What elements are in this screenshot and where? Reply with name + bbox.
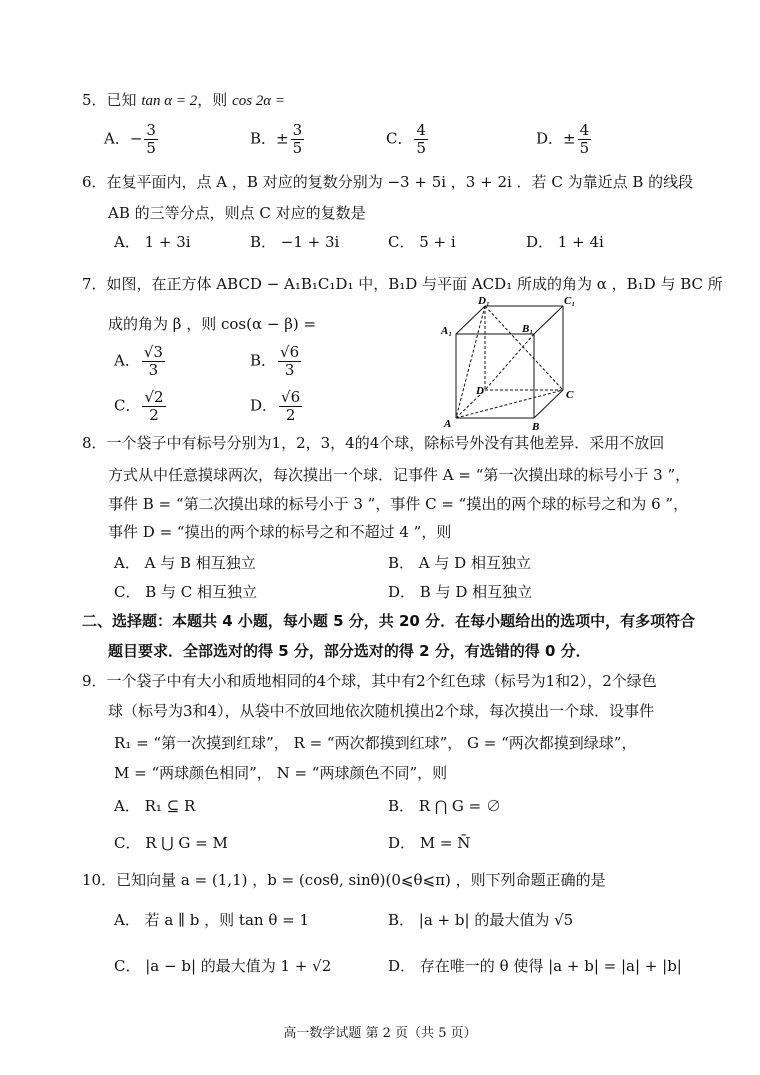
q7-option-d: D． $\frac{√6}{2}$ (250, 388, 301, 424)
q8-option-b: B． A 与 D 相互独立 (388, 554, 531, 572)
section2-heading-line2: 题目要求．全部选对的得 5 分，部分选对的得 2 分，有选错的得 0 分． (108, 642, 591, 660)
q7-option-a: A． $\frac{√3}{3}$ (114, 343, 163, 379)
q10-option-b: B． |a + b| 的最大值为 √5 (388, 911, 574, 929)
q6-option-d: D． 1 + 4i (526, 233, 604, 251)
q6-option-b: B． −1 + 3i (250, 233, 340, 251)
q5-stem: 5．已知 tan α = 2，则 cos 2α = (82, 91, 286, 109)
diag-b1d (485, 334, 534, 390)
q9-stem-line3: R₁ = “第一次摸到红球”， R = “两次都摸到红球”， G = “两次都摸到绿球”， (114, 734, 637, 752)
label-b1: B₁ (522, 323, 534, 335)
q9-option-b: B． R ⋂ G = ∅ (388, 797, 502, 815)
q8-stem-line3: 事件 B = “第二次摸出球的标号小于 3 ”，事件 C = “摸出的两个球的标号之和为 6 ”， (108, 495, 689, 513)
q5-number: 5． (82, 91, 107, 109)
q9-option-d: D． M = N̄ (388, 834, 471, 852)
q7-option-c: C． $\frac{√2}{2}$ (114, 388, 164, 424)
label-d1: D₁ (478, 296, 490, 307)
q7-stem-line1: 7．如图，在正方体 ABCD − A₁B₁C₁D₁ 中，B₁D 与平面 ACD₁ 所成的角为 α ，B₁D 与 BC 所 (82, 275, 723, 293)
q7-option-b: B． $\frac{√6}{3}$ (250, 343, 300, 379)
section2-heading-line1: 二、选择题：本题共 4 小题，每小题 5 分，共 20 分．在每小题给出的选项中，有多项符合 (82, 612, 696, 630)
q7-stem-line2: 成的角为 β ，则 cos(α − β) = (108, 315, 317, 333)
q9-stem-line1: 9．一个袋子中有大小和质地相同的4个球，其中有2个红色球（标号为1和2），2个绿色 (82, 672, 657, 690)
fraction: $\frac{√3}{3}$ (143, 343, 163, 379)
q5-option-a: A．− $\frac{3}{5}$ (104, 121, 156, 157)
q6-option-a: A． 1 + 3i (114, 233, 191, 251)
q10-option-c: C． |a − b| 的最大值为 1 + √2 (114, 957, 332, 975)
label-c1: C₁ (564, 296, 576, 307)
q9-option-a: A． R₁ ⊆ R (114, 797, 196, 815)
fraction: $\frac{4}{5}$ (416, 121, 427, 157)
fraction: $\frac{√2}{2}$ (144, 388, 164, 424)
edge-a1d1 (456, 306, 485, 334)
q8-option-c: C． B 与 C 相互独立 (114, 583, 258, 601)
q6-stem-line2: AB 的三等分点，则点 C 对应的复数是 (108, 204, 366, 222)
fraction: $\frac{3}{5}$ (292, 121, 303, 157)
q9-stem-line4: M = “两球颜色相同”， N = “两球颜色不同”，则 (114, 764, 448, 782)
q8-stem-line2: 方式从中任意摸球两次，每次摸出一个球．记事件 A = “第一次摸出球的标号小于 3 ”， (108, 466, 691, 484)
label-a: A (444, 418, 452, 430)
q8-stem-line4: 事件 D = “摸出的两个球的标号之和不超过 4 ”，则 (108, 523, 452, 541)
label-a1: A₁ (441, 325, 453, 337)
q6-stem-line1: 6．在复平面内，点 A ，B 对应的复数分别为 −3 + 5i ，3 + 2i ．若 C 为靠近点 B 的线段 (82, 173, 694, 191)
label-c: C (566, 389, 574, 401)
fraction: $\frac{3}{5}$ (146, 121, 156, 157)
q5-option-c: C． $\frac{4}{5}$ (386, 121, 427, 157)
page-footer: 高一数学试题 第 2 页（共 5 页） (283, 1026, 477, 1041)
fraction: $\frac{4}{5}$ (579, 121, 590, 157)
diag-d1c (485, 306, 563, 390)
q5-option-d: D．± $\frac{4}{5}$ (536, 121, 590, 157)
q10-option-a: A． 若 a ∥ b ，则 tan θ = 1 (114, 911, 309, 929)
diag-ad1 (456, 306, 485, 418)
q5-option-b: B．± $\frac{3}{5}$ (250, 121, 303, 157)
q10-option-d: D． 存在唯一的 θ 使得 |a + b| = |a| + |b| (388, 957, 682, 975)
q9-stem-line2: 球（标号为3和4），从袋中不放回地依次随机摸出2个球，每次摸出一个球．设事件 (108, 702, 655, 720)
fraction: $\frac{√6}{3}$ (280, 343, 300, 379)
q10-stem: 10．已知向量 a = (1,1) ，b = (cosθ, sinθ)(0⩽θ⩽π) ，则下列命题正确的是 (82, 871, 606, 889)
cube-figure (438, 296, 588, 432)
q8-option-a: A． A 与 B 相互独立 (114, 554, 256, 572)
q9-option-c: C． R ⋃ G = M (114, 834, 228, 852)
label-b: B (532, 421, 540, 432)
q8-option-d: D． B 与 D 相互独立 (388, 583, 533, 601)
label-d: D (476, 385, 484, 397)
edge-b1c1 (534, 306, 563, 334)
q6-option-c: C． 5 + i (388, 233, 456, 251)
q8-stem-line1: 8．一个袋子中有标号分别为1，2，3，4的4个球，除标号外没有其他差异．采用不放回 (82, 434, 665, 452)
diag-ac (456, 390, 563, 418)
fraction: $\frac{√6}{2}$ (281, 388, 301, 424)
